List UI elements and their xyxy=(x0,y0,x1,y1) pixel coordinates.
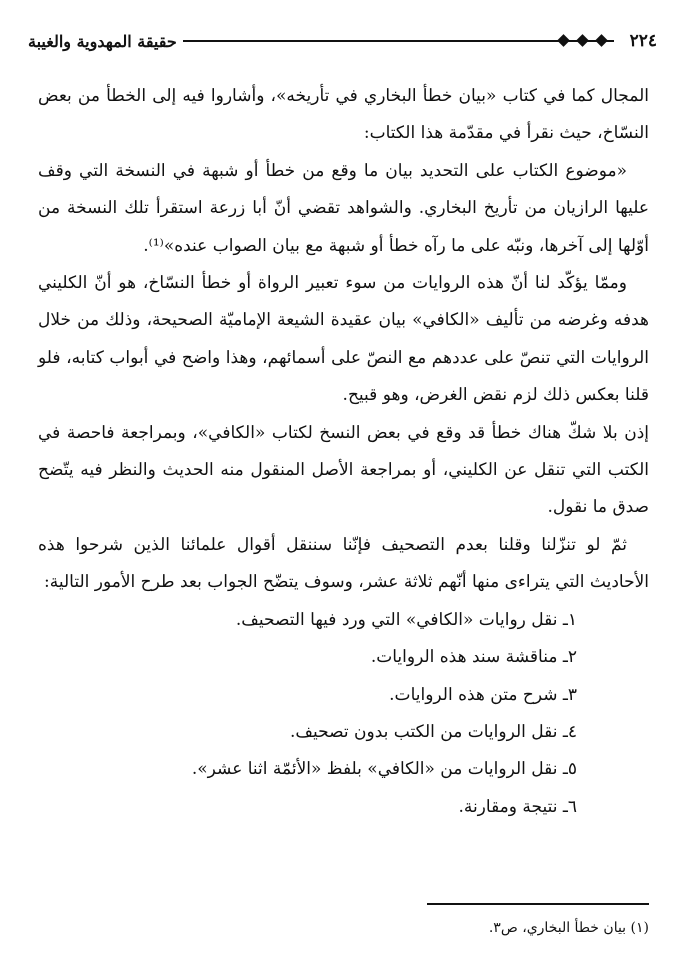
list-item: ١ـ نقل روايات «الكافي» التي ورد فيها التصحيف. xyxy=(235,609,577,630)
header-ornament xyxy=(559,34,606,45)
main-text xyxy=(38,78,649,826)
header-rule xyxy=(183,34,614,48)
footnote: (١) بيان خطأ البخاري، ص٣. xyxy=(488,920,649,936)
list-item: ٢ـ مناقشة سند هذه الروايات. xyxy=(370,647,577,668)
page-header xyxy=(28,26,657,56)
paragraph-5: ثمّ لو تنزّلنا وقلنا بعدم التصحيف فإنّنا سننقل أقوال علمائنا الذين شرحوا هذه الأحاديث التي يتراءى منها أنّهم ثلاثة عشر، وسوف يتضّح الجواب بعد طرح الأمور التالية: xyxy=(38,534,649,593)
list-item: ٤ـ نقل الروايات من الكتب بدون تصحيف. xyxy=(290,721,577,742)
header-rule-line xyxy=(183,40,614,42)
diamond-ornament-icon xyxy=(576,34,589,47)
running-title: حقيقة المهدوية والغيبة xyxy=(28,31,177,51)
list-item: ٣ـ شرح متن هذه الروايات. xyxy=(389,684,577,705)
paragraph-quote: «موضوع الكتاب على التحديد بيان ما وقع من خطأ أو شبهة في النسخة التي وقف عليها الرازيان من تأريخ البخاري. والشواهد تقضي أنّ أبا زرعة استقرأ تلك النسخة من أوّلها إلى آخرها، ونبّه على ما رآه خطأ أو شبهة مع بيان الصواب عنده»⁽¹⁾. xyxy=(38,160,649,256)
list-item: ٥ـ نقل الروايات من «الكافي» بلفظ «الأئمّة اثنا عشر». xyxy=(191,759,577,780)
numbered-list xyxy=(38,602,649,826)
diamond-ornament-icon xyxy=(595,34,608,47)
paragraph-4: إذن بلا شكّ هناك خطأ قد وقع في بعض النسخ لكتاب «الكافي»، وبمراجعة فاحصة في الكتب التي تنقل عن الكليني، أو بمراجعة الأصل المنقول منه الحديث والنظر فيه يتّضح صدق ما نقول. xyxy=(38,422,649,518)
list-item: ٦ـ نتيجة ومقارنة. xyxy=(458,796,577,817)
page-number: ٢٢٤ xyxy=(629,31,657,51)
diamond-ornament-icon xyxy=(557,34,570,47)
footnote-divider xyxy=(427,903,649,905)
paragraph-1: المجال كما في كتاب «بيان خطأ البخاري في تأريخه»، وأشاروا فيه إلى الخطأ من بعض النسّاخ، حيث نقرأ في مقدّمة هذا الكتاب: xyxy=(38,86,649,144)
paragraph-3: وممّا يؤكّد لنا أنّ هذه الروايات من سوء تعبير الرواة أو خطأ النسّاخ، هو أنّ الكليني هدفه وغرضه من تأليف «الكافي» بيان عقيدة الشيعة الإماميّة الصحيحة، وذلك من خلال الروايات التي تنصّ على عددهم مع النصّ على أسمائهم، وهذا واضح في أبواب كتابه، فلو قلنا بعكس ذلك لزم نقض الغرض، وهو قبيح. xyxy=(38,273,649,406)
